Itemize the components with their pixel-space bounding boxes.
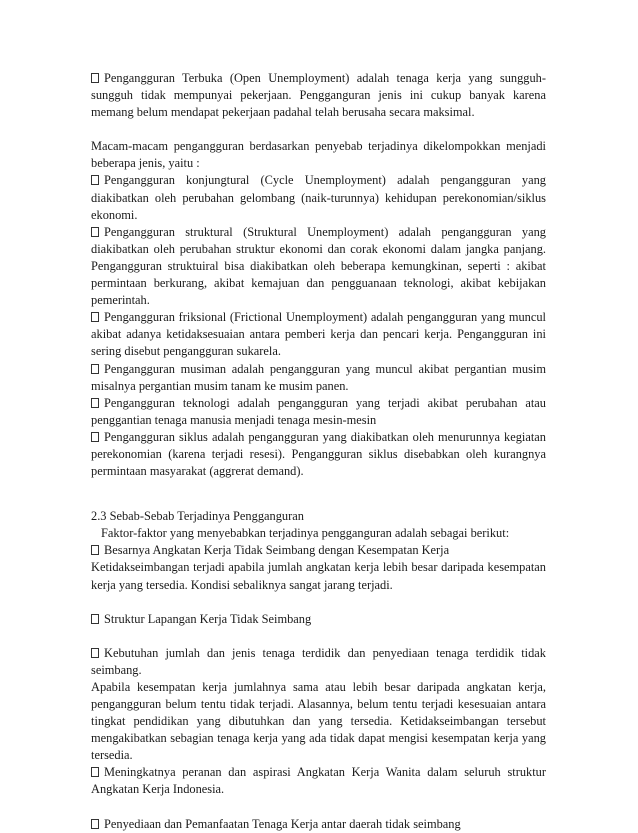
bullet-struktur: Struktur Lapangan Kerja Tidak Seimbang	[91, 611, 546, 628]
bullet-box-icon	[91, 312, 99, 322]
paragraph-open-unemployment: Pengangguran Terbuka (Open Unemployment) adalah tenaga kerja yang sungguh-sungguh tidak mempunyai pekerjaan. Pengganguran jenis ini cukup banyak karena memang belum mendapat pekerjaan padahal telah berusaha secara maksimal.	[91, 71, 546, 120]
bullet-box-icon	[91, 614, 99, 624]
paragraph-apabila: Apabila kesempatan kerja jumlahnya sama atau lebih besar daripada angkatan kerja, pengangguran belum tentu tidak terjadi. Alasannya, belum tentu terjadi kesesuaian antara tingkat pendidikan yang dibutuhkan dan yang tersedia. Ketidakseimbangan tersebut mengakibatkan sebagian tenaga kerja yang ada tidak dapat mengisi kesempatan kerja yang tersedia.	[91, 679, 546, 763]
paragraph-siklus: Pengangguran siklus adalah pengangguran yang diakibatkan oleh menurunnya kegiatan perekonomian (karena terjadi resesi). Pengangguran siklus disebabkan oleh kurangnya permintaan masyarakat (aggrerat demand).	[91, 429, 546, 479]
paragraph-musiman: Pengangguran musiman adalah pengangguran yang muncul akibat pergantian musim misalnya pergantian musim tanam ke musim panen.	[91, 361, 546, 393]
bullet-box-icon	[91, 398, 99, 408]
bullet-kebutuhan: Kebutuhan jumlah dan jenis tenaga terdidik dan penyediaan tenaga terdidik tidak seimbang.	[91, 645, 546, 677]
bullet-meningkatnya: Meningkatnya peranan dan aspirasi Angkatan Kerja Wanita dalam seluruh struktur Angkatan Kerja Indonesia.	[91, 765, 546, 797]
bullet-box-icon	[91, 432, 99, 442]
bullet-box-icon	[91, 767, 99, 777]
bullet-box-icon	[91, 545, 99, 555]
paragraph-ketidakseimbangan: Ketidakseimbangan terjadi apabila jumlah angkatan kerja lebih besar daripada kesempatan kerja yang tersedia. Kondisi sebaliknya sangat jarang terjadi.	[91, 560, 546, 592]
paragraph-faktor: Faktor-faktor yang menyebabkan terjadinya pengganguran adalah sebagai berikut:	[101, 526, 510, 541]
bullet-besarnya: Besarnya Angkatan Kerja Tidak Seimbang dengan Kesempatan Kerja	[91, 542, 546, 559]
section-heading: 2.3 Sebab-Sebab Terjadinya Pengganguran	[91, 509, 304, 524]
bullet-box-icon	[91, 648, 99, 658]
paragraph-struktural: Pengangguran struktural (Struktural Unemployment) adalah pengangguran yang diakibatkan oleh perubahan struktur ekonomi dan corak ekonomi dalam jangka panjang. Pengangguran struktuiral bisa diakibatkan oleh beberapa kemungkinan, seperti : akibat permintaan berkurang, akibat kemajuan dan pengguanaan teknologi, akibat kebijakan pemerintah.	[91, 224, 546, 308]
paragraph-teknologi: Pengangguran teknologi adalah pengangguran yang terjadi akibat perubahan atau penggantian tenaga manusia menjadi tenaga mesin-mesin	[91, 395, 546, 427]
bullet-box-icon	[91, 819, 99, 829]
paragraph-friksional: Pengangguran friksional (Frictional Unemployment) adalah pengangguran yang muncul akibat adanya ketidaksesuaian antara pemberi kerja dan pencari kerja. Pengangguran ini sering disebut pengangguran sukarela.	[91, 310, 546, 359]
bullet-box-icon	[91, 227, 99, 237]
bullet-box-icon	[91, 175, 99, 185]
bullet-penyediaan: Penyediaan dan Pemanfaatan Tenaga Kerja antar daerah tidak seimbang	[91, 816, 546, 833]
paragraph-konjungtural: Pengangguran konjungtural (Cycle Unemployment) adalah pengangguran yang diakibatkan oleh perubahan gelombang (naik-turunnya) kehidupan perekonomian/siklus ekonomi.	[91, 173, 546, 222]
bullet-box-icon	[91, 73, 99, 83]
paragraph-intro: Macam-macam pengangguran berdasarkan penyebab terjadinya dikelompokkan menjadi beberapa jenis, yaitu :	[91, 139, 546, 171]
bullet-box-icon	[91, 364, 99, 374]
document-page	[91, 70, 546, 833]
